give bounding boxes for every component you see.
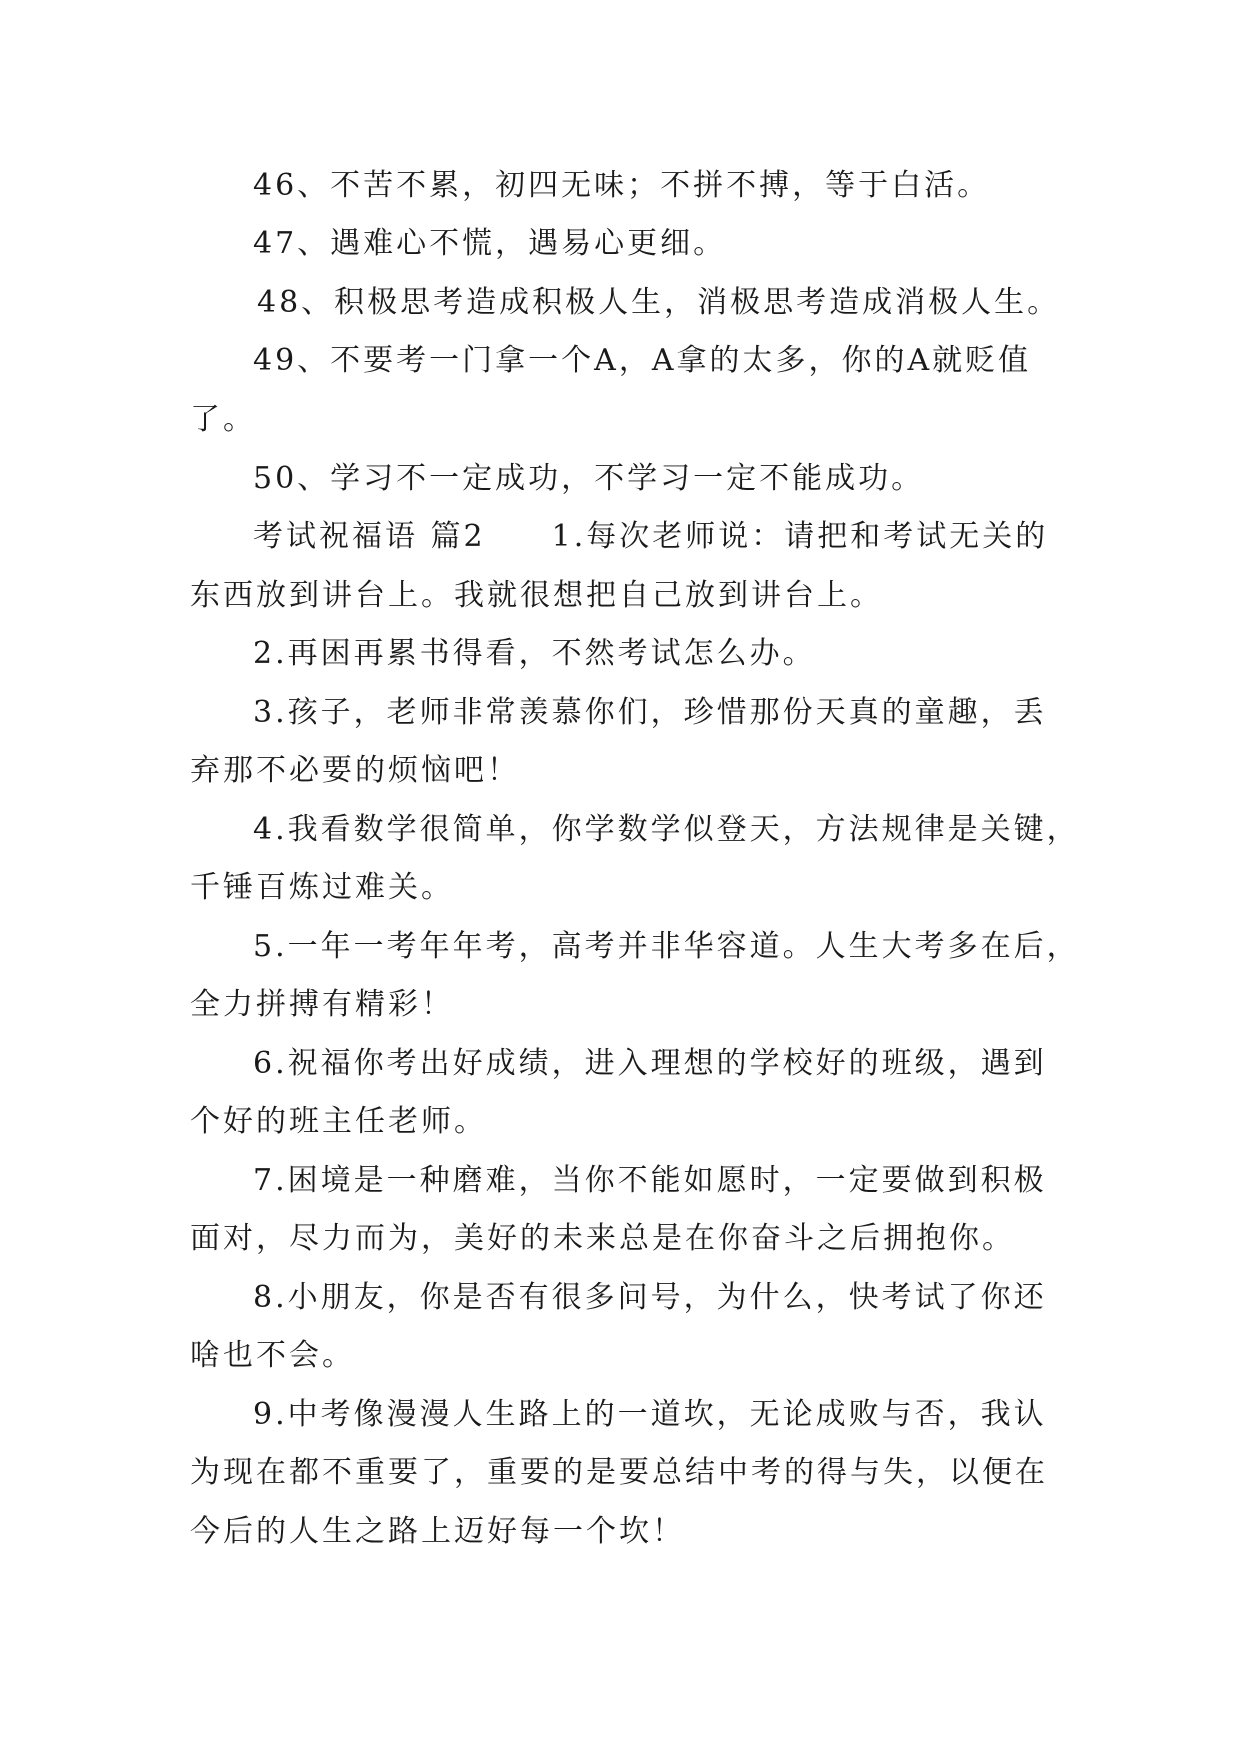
paragraph-line: 8.小朋友，你是否有很多问号，为什么，快考试了你还 xyxy=(253,1280,1047,1315)
paragraph-line: 面对，尽力而为，美好的未来总是在你奋斗之后拥抱你。 xyxy=(190,1221,1015,1256)
paragraph-line: 6.祝福你考出好成绩，进入理想的学校好的班级，遇到 xyxy=(253,1046,1047,1081)
paragraph-line: 啥也不会。 xyxy=(190,1338,355,1373)
paragraph-line: 3.孩子，老师非常羡慕你们，珍惜那份天真的童趣，丢 xyxy=(253,695,1047,730)
paragraph-line: 48、积极思考造成积极人生，消极思考造成消极人生。 xyxy=(257,285,1061,320)
paragraph-line: 东西放到讲台上。我就很想把自己放到讲台上。 xyxy=(190,578,883,613)
paragraph-line: 5.一年一考年年考，高考并非华容道。人生大考多在后， xyxy=(253,929,1080,964)
paragraph-line: 47、遇难心不慌，遇易心更细。 xyxy=(253,226,727,261)
paragraph-line: 4.我看数学很简单，你学数学似登天，方法规律是关键， xyxy=(253,812,1080,847)
paragraph-line: 2.再困再累书得看，不然考试怎么办。 xyxy=(253,636,816,671)
section-heading-line xyxy=(253,517,1048,557)
paragraph-line: 49、不要考一门拿一个A，A拿的太多，你的A就贬值 xyxy=(253,343,1032,378)
paragraph-start: 1.每次老师说：请把和考试无关的 xyxy=(551,519,1049,554)
paragraph-line: 千锤百炼过难关。 xyxy=(190,870,454,905)
paragraph-line: 弃那不必要的烦恼吧！ xyxy=(190,753,520,788)
paragraph-line: 50、学习不一定成功，不学习一定不能成功。 xyxy=(253,461,925,496)
paragraph-line: 为现在都不重要了，重要的是要总结中考的得与失，以便在 xyxy=(190,1455,1048,1490)
paragraph-line: 7.困境是一种磨难，当你不能如愿时，一定要做到积极 xyxy=(253,1163,1047,1198)
paragraph-line: 今后的人生之路上迈好每一个坎！ xyxy=(190,1514,685,1549)
paragraph-line: 9.中考像漫漫人生路上的一道坎，无论成败与否，我认 xyxy=(253,1397,1047,1432)
paragraph-line: 个好的班主任老师。 xyxy=(190,1104,487,1139)
section-heading: 考试祝福语 篇2 xyxy=(253,519,486,554)
paragraph-line: 全力拼搏有精彩！ xyxy=(190,987,454,1022)
paragraph-line: 46、不苦不累，初四无味；不拼不搏，等于白活。 xyxy=(253,168,991,203)
paragraph-line: 了。 xyxy=(190,402,256,437)
